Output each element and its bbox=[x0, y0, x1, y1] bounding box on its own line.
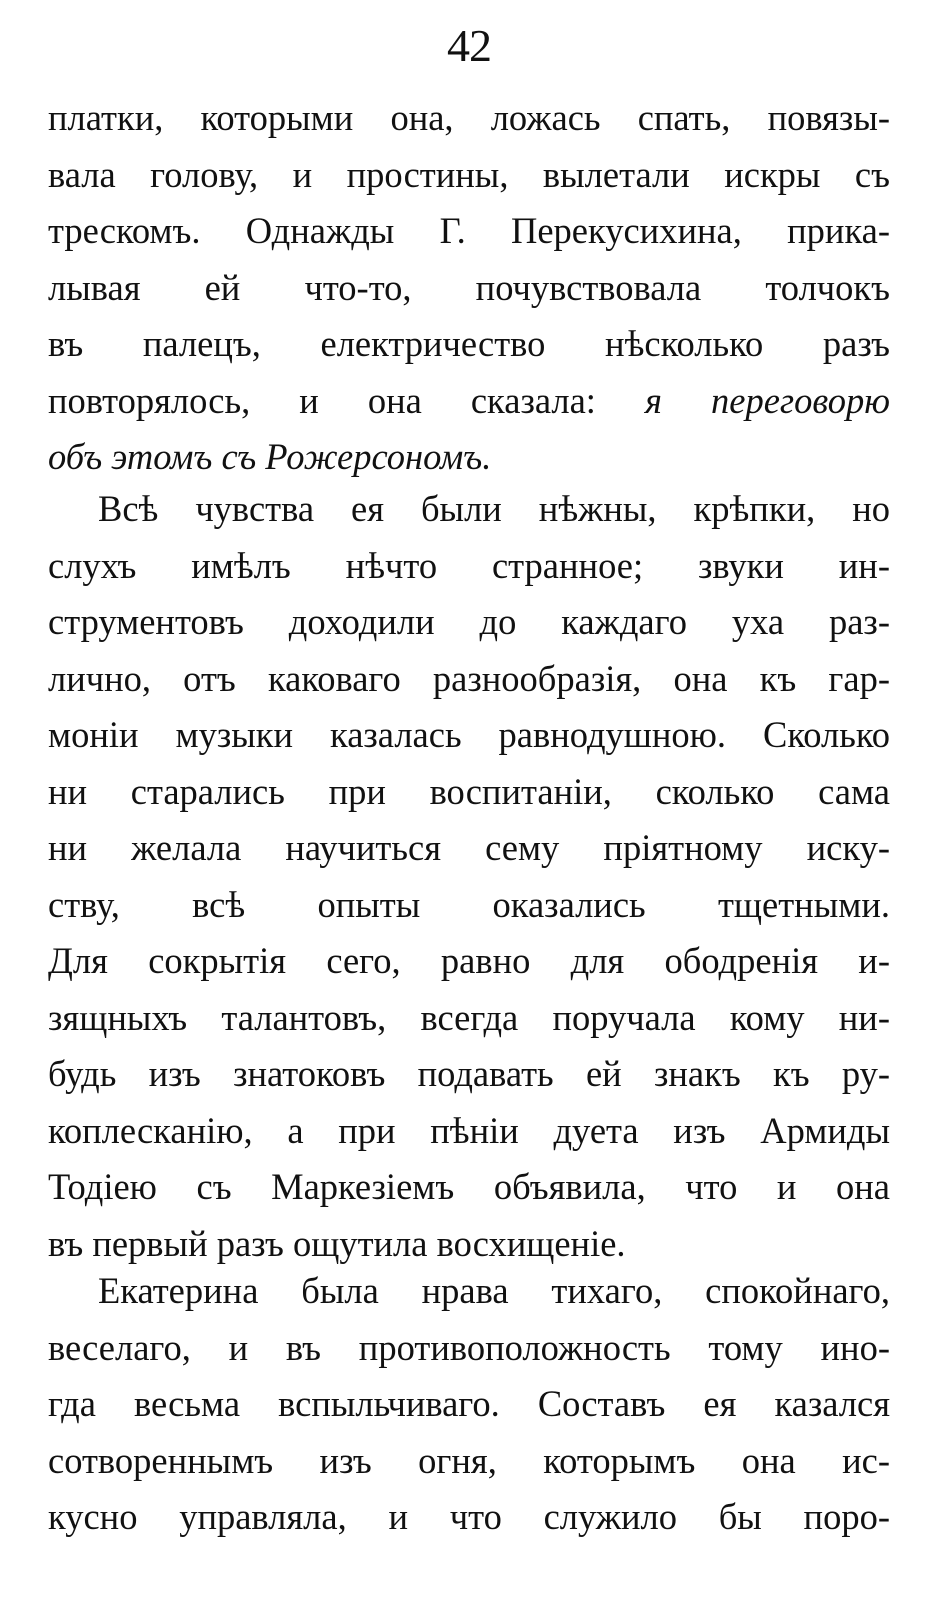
text-line: ству, всѣ опыты оказались тщетными. bbox=[48, 883, 890, 925]
text-line: Всѣ чувства ея были нѣжны, крѣпки, но bbox=[98, 488, 890, 529]
text-line: струментовъ доходили до каждаго уха раз- bbox=[48, 601, 890, 642]
text-line: будь изъ знатоковъ подавать ей знакъ къ ру- bbox=[48, 1053, 890, 1094]
paragraph-3 bbox=[48, 1263, 890, 1546]
text-line: ни желала научиться сему пріятному иску- bbox=[48, 827, 890, 868]
text-line: Тодіею съ Маркезіемъ объявила, что и она bbox=[48, 1166, 890, 1207]
text-line: платки, которыми она, ложась спать, повязы- bbox=[48, 97, 890, 138]
text-line: ни старались при воспитаніи, сколько сама bbox=[48, 770, 890, 812]
text-line: сотвореннымъ изъ огня, которымъ она ис- bbox=[48, 1439, 890, 1481]
text-line: кусно управляла, и что служило бы поро- bbox=[48, 1496, 890, 1537]
text-line: въ первый разъ ощутила восхищеніе. bbox=[48, 1222, 626, 1264]
paragraph-2 bbox=[48, 481, 890, 1272]
text-line: гда весьма вспыльчиваго. Составъ ея казался bbox=[48, 1383, 890, 1424]
text-line: вала голову, и простины, вылетали искры съ bbox=[48, 153, 890, 195]
text-line: слухъ имѣлъ нѣчто странное; звуки ин- bbox=[48, 544, 890, 586]
text-line: коплесканію, а при пѣніи дуета изъ Армиды bbox=[48, 1109, 890, 1151]
text-line: зящныхъ талантовъ, всегда поручала кому ни- bbox=[48, 996, 890, 1038]
text-line-mixed bbox=[48, 373, 890, 430]
line-text-italic: я переговорю bbox=[644, 379, 890, 421]
page-number: 42 bbox=[447, 20, 491, 71]
text-line: веселаго, и въ противоположность тому ино- bbox=[48, 1326, 890, 1368]
text-line: Для сокрытія сего, равно для ободренія и- bbox=[48, 940, 890, 981]
text-line-italic: объ этомъ съ Рожерсономъ. bbox=[48, 436, 492, 477]
line-text-roman: повторялось, и она сказала: bbox=[48, 379, 596, 421]
text-line: трескомъ. Однажды Г. Перекусихина, прика- bbox=[48, 210, 890, 251]
text-line: лично, отъ каковаго разнообразія, она къ гар- bbox=[48, 657, 890, 699]
text-line: моніи музыки казалась равнодушною. Сколько bbox=[48, 714, 890, 755]
text-line: лывая ей что-то, почувствовала толчокъ bbox=[48, 266, 890, 308]
book-page bbox=[48, 0, 890, 1600]
paragraph-1 bbox=[48, 90, 890, 486]
text-line: Екатерина была нрава тихаго, спокойнаго, bbox=[98, 1270, 890, 1311]
text-line: въ палецъ, електричество нѣсколько разъ bbox=[48, 323, 890, 364]
